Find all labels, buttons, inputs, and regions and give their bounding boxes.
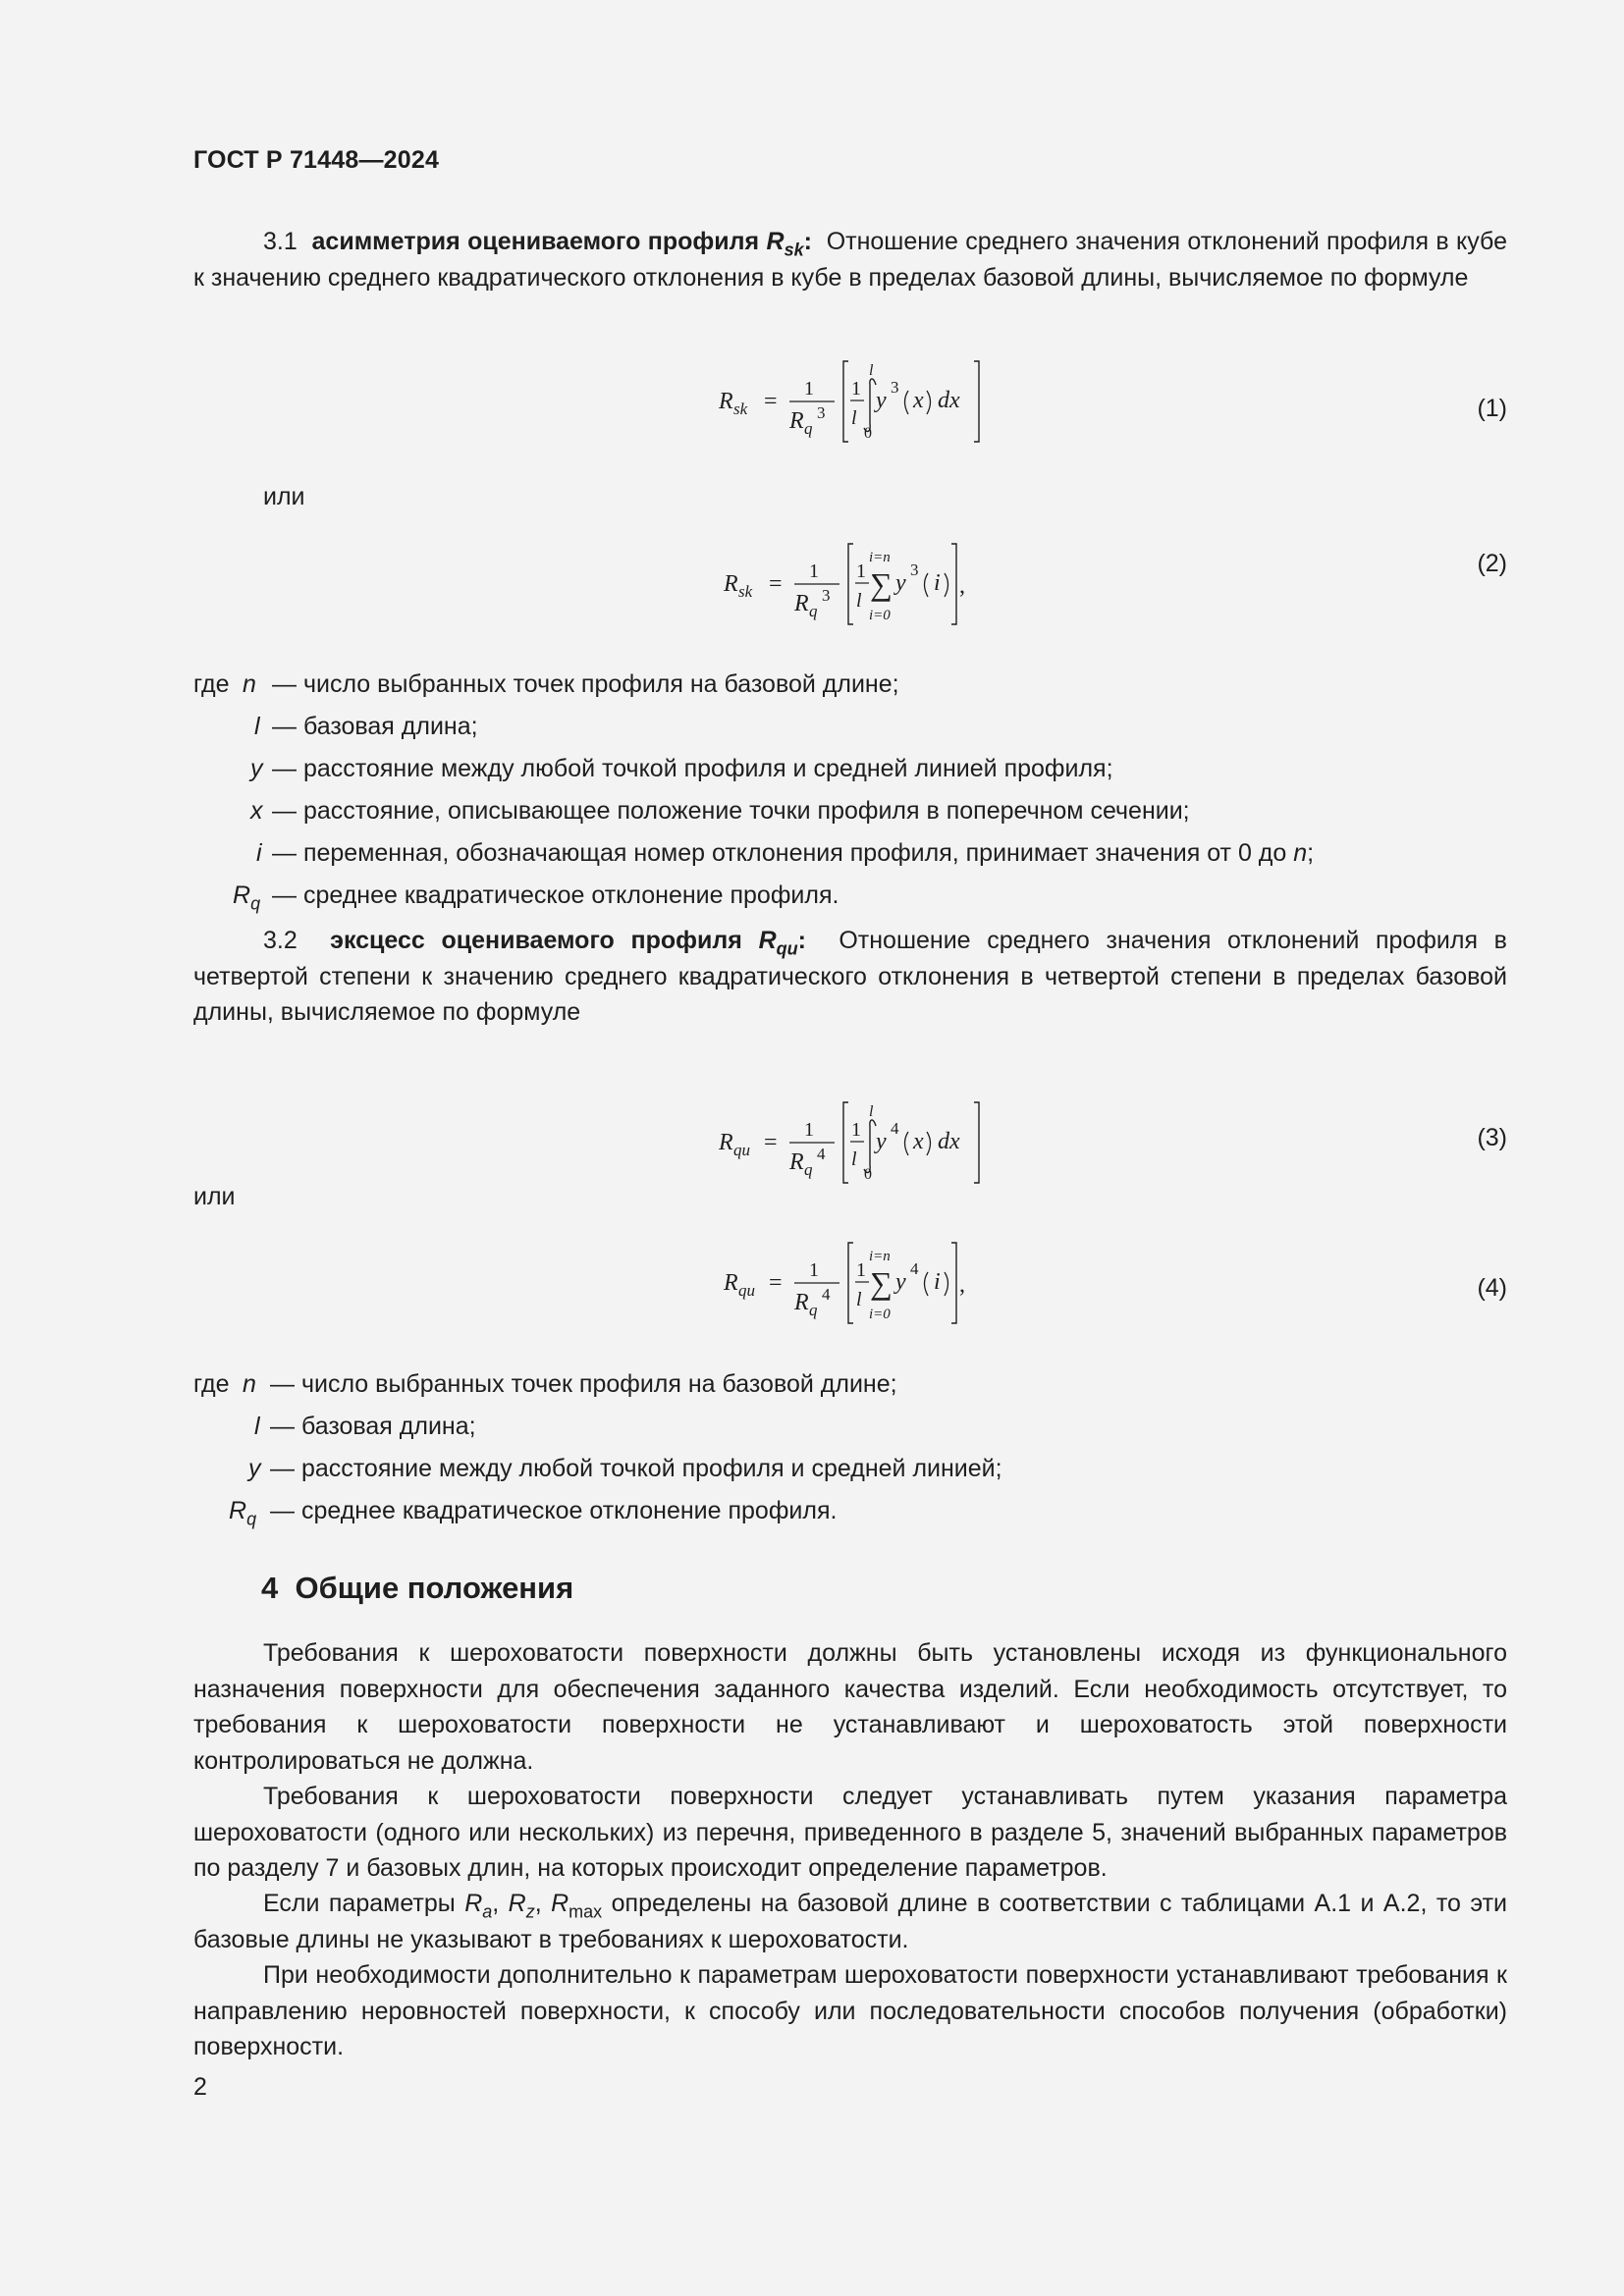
definition-row: l — базовая длина; xyxy=(254,713,478,740)
svg-text:i=0: i=0 xyxy=(869,608,891,623)
svg-text:1: 1 xyxy=(851,378,861,400)
definition-row: l — базовая длина; xyxy=(254,1413,476,1440)
svg-text:0: 0 xyxy=(864,425,872,442)
or-label: или xyxy=(193,1183,236,1210)
svg-text:3: 3 xyxy=(817,403,826,422)
svg-text:1: 1 xyxy=(851,1119,861,1141)
svg-text:1: 1 xyxy=(804,378,814,400)
svg-text:4: 4 xyxy=(817,1145,826,1163)
svg-text:y: y xyxy=(895,570,906,596)
svg-text:q: q xyxy=(804,1160,813,1179)
equation-number-3: (3) xyxy=(1477,1124,1507,1151)
definition-row: x — расстояние, описывающее положение точки профиля в поперечном сечении; xyxy=(250,797,1190,825)
svg-text:R: R xyxy=(719,389,733,414)
formula-1 xyxy=(707,355,1001,454)
svg-text:sk: sk xyxy=(733,400,748,418)
equation-number-1: (1) xyxy=(1477,395,1507,422)
svg-text:l: l xyxy=(856,590,862,612)
svg-text:i: i xyxy=(934,570,941,596)
svg-text:=: = xyxy=(764,1130,778,1155)
svg-text:R: R xyxy=(794,1290,809,1315)
equation-number-4: (4) xyxy=(1477,1274,1507,1302)
term-3-2-definition: Отношение среднего значения отклонений профиля в четвертой степени к значению среднего квадратического отклонения в четвертой степени в пределах базовой длины, вычисляемое по формуле xyxy=(193,927,1507,1026)
svg-text:4: 4 xyxy=(891,1119,899,1138)
svg-text:R: R xyxy=(789,1149,804,1175)
term-3-1-name: асимметрия оцениваемого профиля xyxy=(311,228,760,255)
svg-text:=: = xyxy=(769,1270,783,1296)
svg-text:q: q xyxy=(809,1301,818,1319)
svg-text:=: = xyxy=(769,571,783,597)
definition-row: y — расстояние между любой точкой профиля и средней линией; xyxy=(248,1455,1002,1482)
svg-text:1: 1 xyxy=(856,1259,866,1281)
svg-text:3: 3 xyxy=(822,586,831,605)
svg-text:l: l xyxy=(869,362,874,379)
section-4-heading: 4 Общие положения xyxy=(261,1571,574,1605)
svg-text:4: 4 xyxy=(910,1259,919,1278)
svg-text:i: i xyxy=(934,1269,941,1295)
svg-text:sk: sk xyxy=(738,582,753,601)
definition-row: y — расстояние между любой точкой профиля и средней линией профиля; xyxy=(250,755,1113,782)
svg-text:1: 1 xyxy=(804,1119,814,1141)
svg-text:1: 1 xyxy=(809,561,819,582)
term-3-2-paragraph: 3.2 эксцесс оцениваемого профиля $R_{qu}$: Отношение среднего значения отклонений профиля в четвертой степени к значению среднего квадратического отклонения в четвертой степени в пределах базовой длины, вычисляемое по формуле xyxy=(193,927,1507,1026)
svg-text:1: 1 xyxy=(809,1259,819,1281)
svg-text:l: l xyxy=(851,1148,857,1170)
svg-text:3: 3 xyxy=(910,561,919,579)
svg-text:,: , xyxy=(959,1272,965,1298)
svg-text:l: l xyxy=(869,1103,874,1120)
section-4-paragraph-4: При необходимости дополнительно к параметрам шероховатости поверхности устанавливают требования к направлению неровностей поверхности, к способу или последовательности способов получения (обработки) поверхности. xyxy=(193,1961,1507,2060)
svg-text:i=n: i=n xyxy=(869,1249,891,1264)
svg-text:l: l xyxy=(851,407,857,429)
svg-text:y: y xyxy=(876,388,887,413)
definition-row: $R_q$ — среднее квадратическое отклонение профиля. xyxy=(233,881,839,914)
definition-row: $R_q$ — среднее квадратическое отклонение профиля. xyxy=(229,1497,838,1529)
svg-text:qu: qu xyxy=(733,1141,750,1159)
definition-row: где n — число выбранных точек профиля на базовой длине; xyxy=(193,1370,897,1398)
svg-text:R: R xyxy=(794,591,809,616)
svg-text:∑: ∑ xyxy=(870,566,893,602)
equation-number-2: (2) xyxy=(1477,550,1507,577)
svg-text:=: = xyxy=(764,389,778,414)
svg-text:3: 3 xyxy=(891,378,899,397)
svg-text:y: y xyxy=(876,1129,887,1154)
document-header: ГОСТ Р 71448—2024 xyxy=(193,146,440,174)
svg-text:R: R xyxy=(724,1270,738,1296)
term-3-1-paragraph: 3.1 асимметрия оцениваемого профиля $R_{sk}$: Отношение среднего значения отклонений профиля в кубе к значению среднего квадратического отклонения в кубе в пределах базовой длины, вычисляемое по формуле xyxy=(193,228,1507,292)
svg-text:R: R xyxy=(719,1130,733,1155)
svg-text:1: 1 xyxy=(856,561,866,582)
definition-row: i — переменная, обозначающая номер отклонения профиля, принимает значения от 0 до n; xyxy=(256,839,1315,867)
svg-text:R: R xyxy=(789,408,804,434)
section-4-paragraph-1: Требования к шероховатости поверхности должны быть установлены исходя из функционального назначения поверхности для обеспечения заданного качества изделий. Если необходимость отсутствует, то требования к шероховатости поверхности не устанавливают и шероховатость этой поверхности контролироваться не должна. xyxy=(193,1639,1507,1775)
svg-text:i=0: i=0 xyxy=(869,1307,891,1322)
svg-text:qu: qu xyxy=(738,1281,755,1300)
svg-text:R: R xyxy=(724,571,738,597)
page-number: 2 xyxy=(193,2073,207,2101)
svg-text:x: x xyxy=(913,388,924,413)
svg-text:∑: ∑ xyxy=(870,1265,893,1301)
term-3-2-symbol: $R_{qu}$ xyxy=(758,927,798,959)
or-label: или xyxy=(263,483,305,510)
svg-text:q: q xyxy=(809,602,818,620)
definition-row: где n — число выбранных точек профиля на базовой длине; xyxy=(193,670,899,698)
term-3-2-name: эксцесс оцениваемого профиля xyxy=(330,927,742,954)
svg-text:q: q xyxy=(804,419,813,438)
svg-text:y: y xyxy=(895,1269,906,1295)
svg-text:l: l xyxy=(856,1289,862,1310)
svg-text:dx: dx xyxy=(938,388,960,413)
term-3-1-definition: Отношение среднего значения отклонений профиля в кубе к значению среднего квадратического отклонения в кубе в пределах базовой длины, вычисляемое по формуле xyxy=(193,228,1507,292)
svg-text:0: 0 xyxy=(864,1166,872,1183)
section-4-paragraph-2: Требования к шероховатости поверхности следует устанавливать путем указания параметра шероховатости (одного или нескольких) из перечня, приведенного в разделе 5, значений выбранных параметров по разделу 7 и базовых длин, на которых происходит определение параметров. xyxy=(193,1783,1507,1882)
section-4-paragraph-3: Если параметры $R_a$, $R_z$, $R_{max}$ определены на базовой длине в соответствии с таблицами А.1 и А.2, то эти базовые длины не указывают в требованиях к шероховатости. xyxy=(193,1890,1507,1953)
formula-2 xyxy=(712,538,1006,636)
svg-text:,: , xyxy=(959,573,965,599)
svg-text:i=n: i=n xyxy=(869,550,891,565)
formula-4 xyxy=(712,1237,1006,1335)
svg-text:dx: dx xyxy=(938,1129,960,1154)
svg-text:x: x xyxy=(913,1129,924,1154)
term-3-1-symbol: $R_{sk}$ xyxy=(766,228,804,260)
svg-text:4: 4 xyxy=(822,1285,831,1304)
formula-3 xyxy=(707,1096,1001,1195)
